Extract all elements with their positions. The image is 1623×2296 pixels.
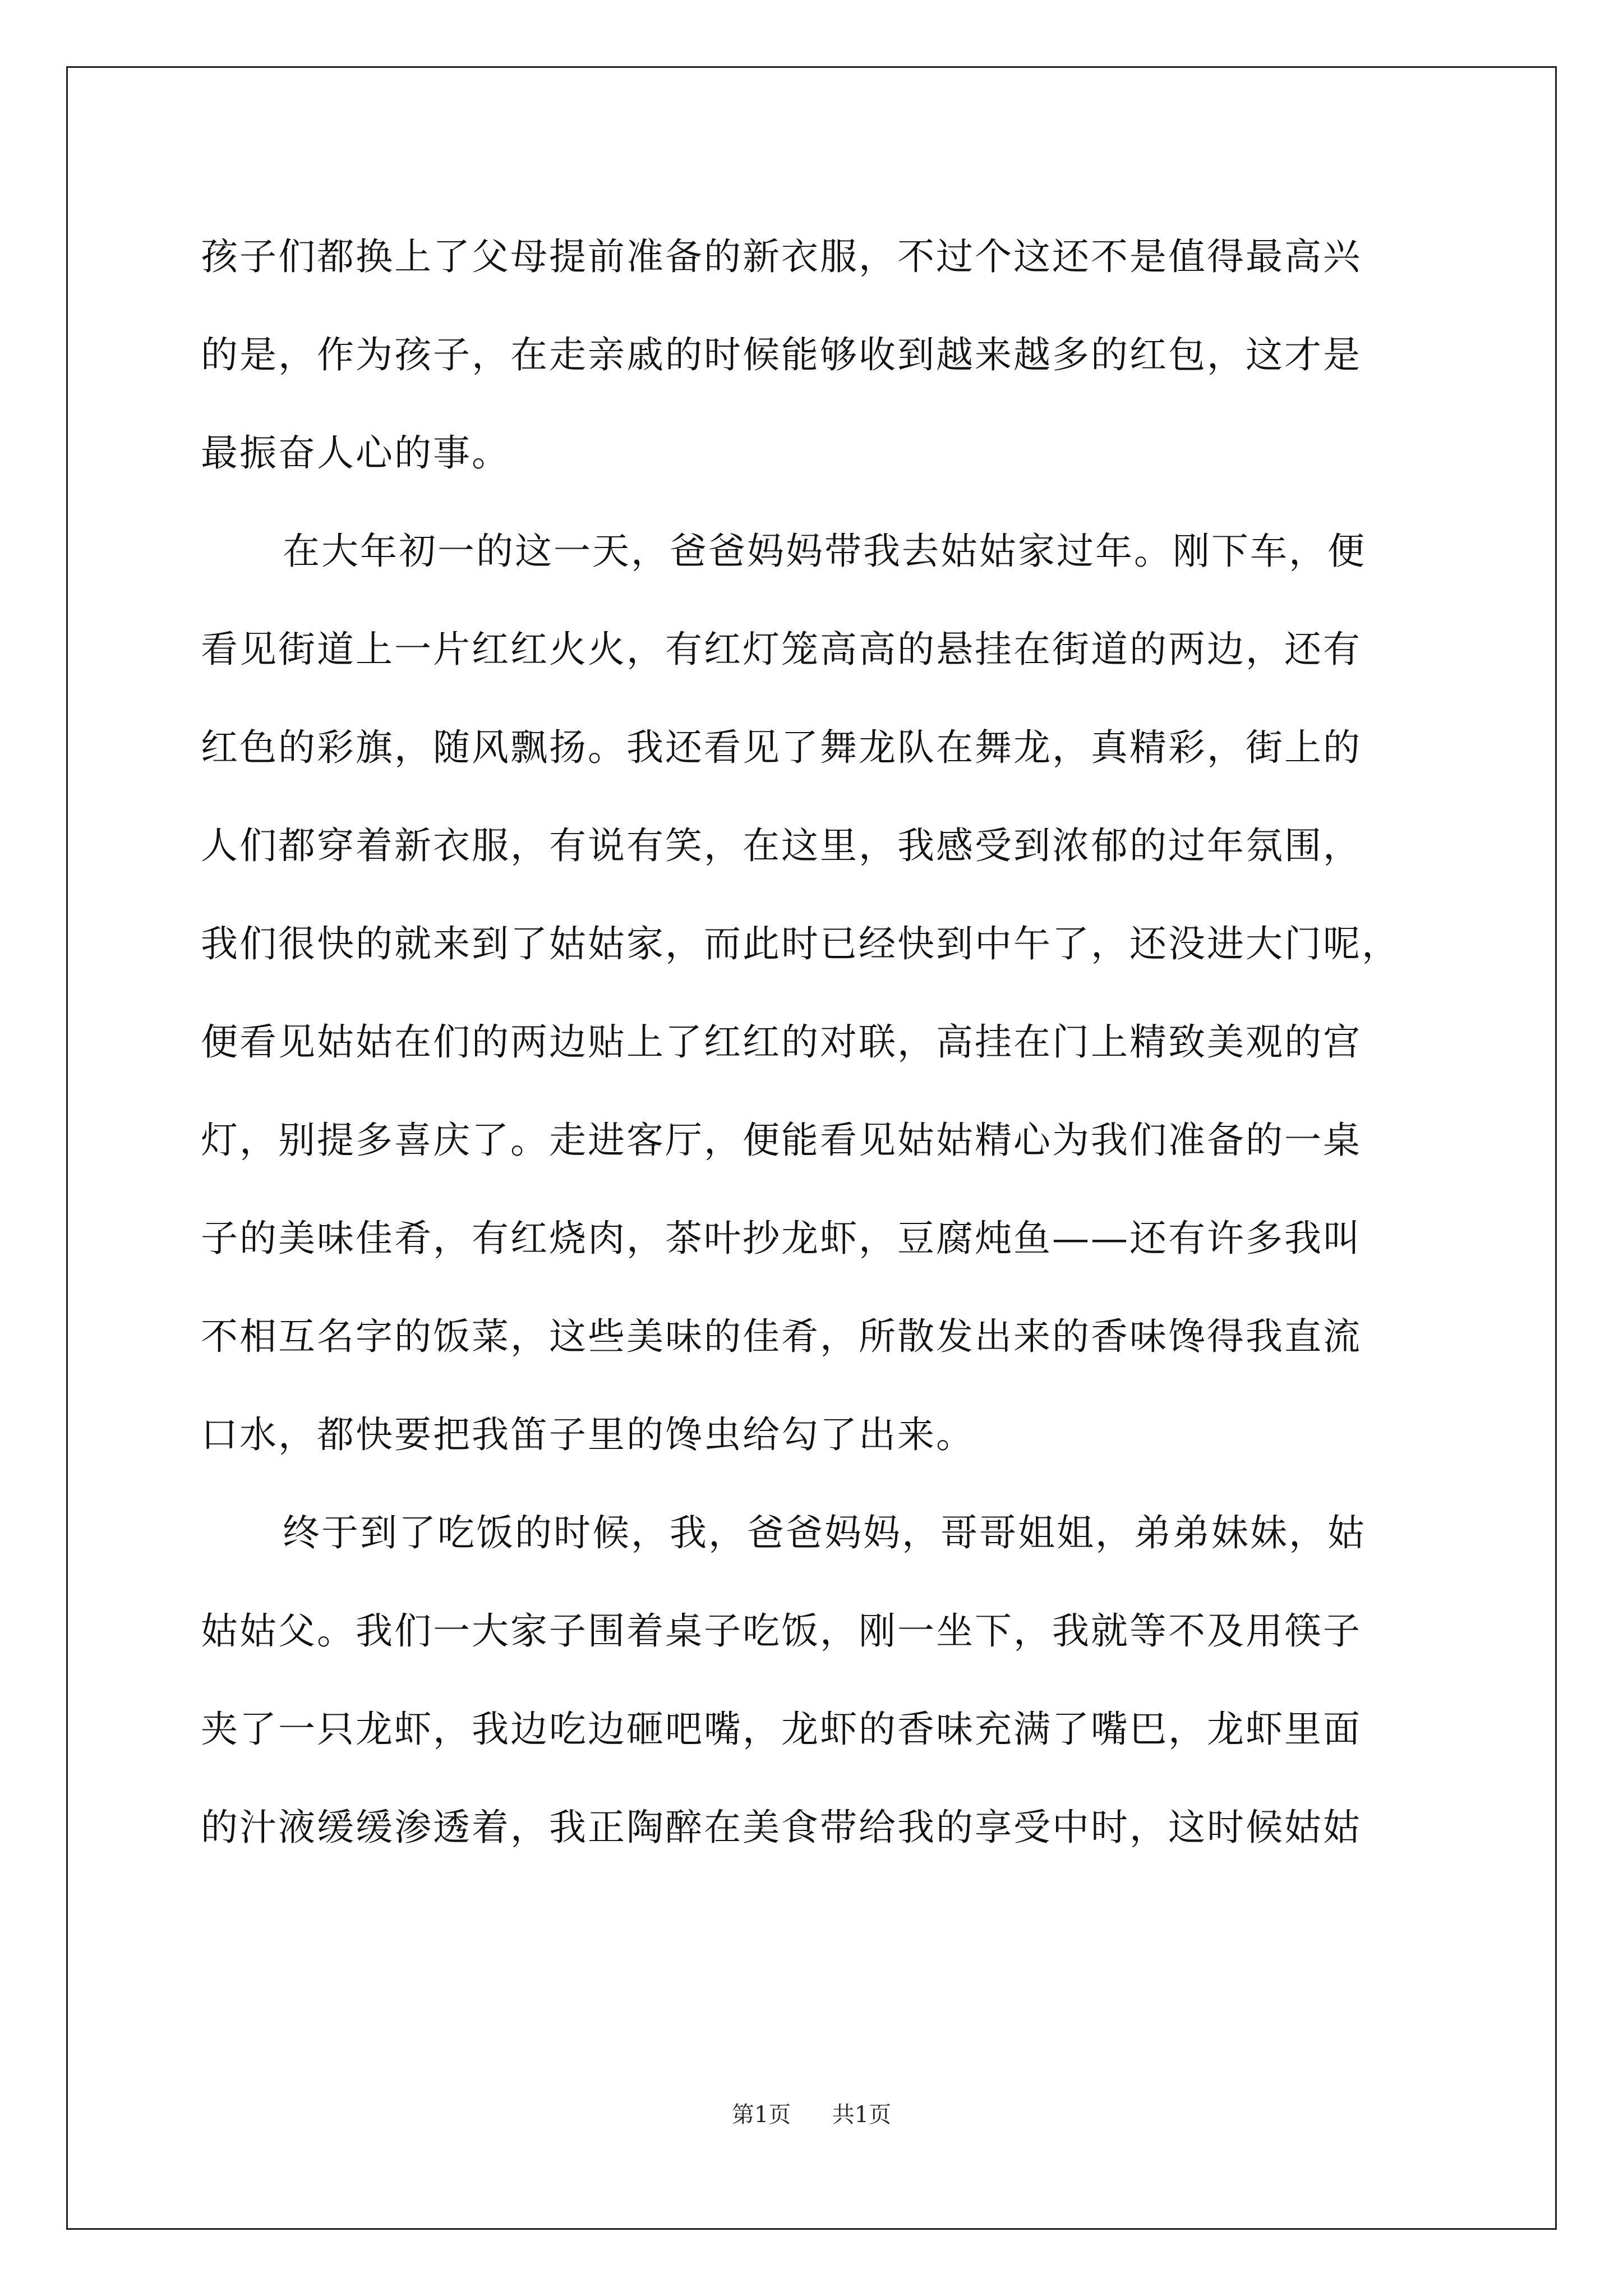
text-line: 人们都穿着新衣服，有说有笑，在这里，我感受到浓郁的过年氛围， <box>201 824 1362 867</box>
text-line: 口水，都快要把我笛子里的馋虫给勾了出来。 <box>201 1413 975 1456</box>
text-line: 的汁液缓缓渗透着，我正陶醉在美食带给我的享受中时，这时候姑姑 <box>201 1806 1362 1849</box>
text-line: 最振奋人心的事。 <box>201 431 510 475</box>
text-line: 姑姑父。我们一大家子围着桌子吃饭，刚一坐下，我就等不及用筷子 <box>201 1609 1362 1653</box>
paragraph-start-line: 在大年初一的这一天，爸爸妈妈带我去姑姑家过年。刚下车，便 <box>283 530 1366 573</box>
text-line: 不相互名字的饭菜，这些美味的佳肴，所散发出来的香味馋得我直流 <box>201 1315 1362 1358</box>
paragraph-start-line: 终于到了吃饭的时候，我，爸爸妈妈，哥哥姐姐，弟弟妹妹，姑 <box>283 1511 1366 1554</box>
text-line: 红色的彩旗，随风飘扬。我还看见了舞龙队在舞龙，真精彩，街上的 <box>201 726 1362 769</box>
page-footer <box>0 2097 1623 2129</box>
text-line: 我们很快的就来到了姑姑家，而此时已经快到中午了，还没进大门呢， <box>201 922 1400 965</box>
text-line: 的是，作为孩子，在走亲戚的时候能够收到越来越多的红包，这才是 <box>201 333 1362 376</box>
text-line: 夹了一只龙虾，我边吃边砸吧嘴，龙虾的香味充满了嘴巴，龙虾里面 <box>201 1708 1362 1751</box>
text-line: 子的美味佳肴，有红烧肉，茶叶抄龙虾，豆腐炖鱼——还有许多我叫 <box>201 1217 1362 1260</box>
text-line: 灯，别提多喜庆了。走进客厅，便能看见姑姑精心为我们准备的一桌 <box>201 1119 1362 1162</box>
text-line: 便看见姑姑在们的两边贴上了红红的对联，高挂在门上精致美观的宫 <box>201 1020 1362 1064</box>
text-line: 看见街道上一片红红火火，有红灯笼高高的悬挂在街道的两边，还有 <box>201 628 1362 671</box>
text-line: 孩子们都换上了父母提前准备的新衣服，不过个这还不是值得最高兴 <box>201 235 1362 278</box>
page-number-total: 共1页 <box>832 2102 892 2128</box>
document-body <box>201 208 1457 1876</box>
page-number-current: 第1页 <box>731 2102 791 2128</box>
